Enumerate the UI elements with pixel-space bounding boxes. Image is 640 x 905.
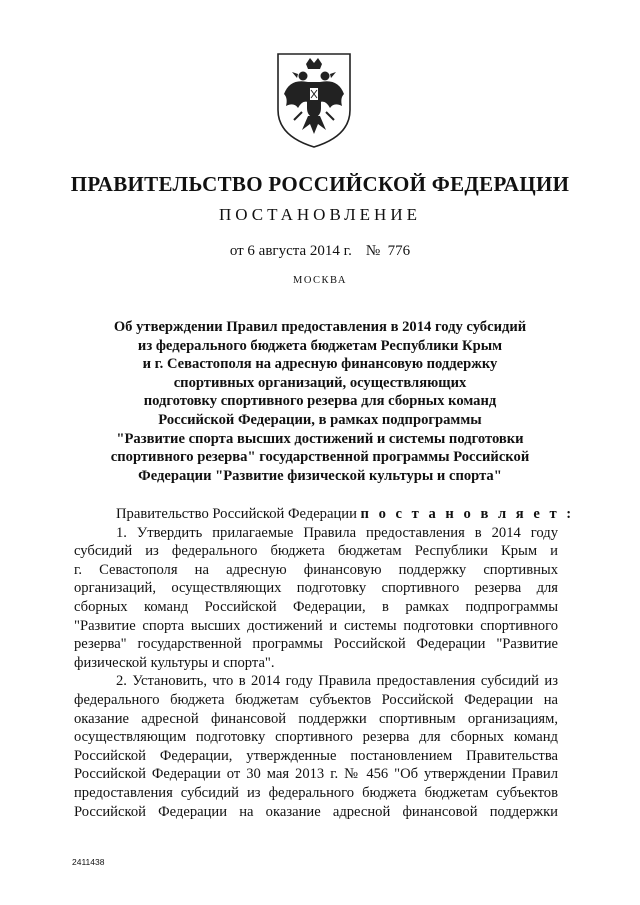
paragraph-2-line: Российской Федерации, утвержденные постановлением Правительства xyxy=(74,747,558,764)
paragraph-1-line: "Развитие спорта высших достижений и системы подготовки спортивного xyxy=(74,617,558,634)
government-title: ПРАВИТЕЛЬСТВО РОССИЙСКОЙ ФЕДЕРАЦИИ xyxy=(70,172,570,196)
heading-line: из федерального бюджета бюджетам Республики Крым xyxy=(137,337,503,354)
paragraph-1-line: субсидий из федерального бюджета бюджетам Республики Крым и xyxy=(74,543,558,560)
paragraph-2-line: предоставления субсидий из федерального бюджета бюджетам субъектов xyxy=(74,784,558,801)
paragraph-2-line: 2. Установить, что в 2014 году Правила предоставления субсидий из xyxy=(116,673,558,690)
heading-line: спортивных организаций, осуществляющих xyxy=(173,374,467,391)
intro-resolves: п о с т а н о в л я е т : xyxy=(360,506,575,522)
heading-line: подготовку спортивного резерва для сборных команд xyxy=(143,393,497,410)
paragraph-2-line: Российской Федерации на оказание адресной финансовой поддержки xyxy=(74,803,558,820)
heading-line: Российской Федерации, в рамках подпрограммы xyxy=(158,411,482,428)
document-code: 2411438 xyxy=(72,857,105,867)
paragraph-1-line: 1. Утвердить прилагаемые Правила предоставления в 2014 году xyxy=(116,524,558,541)
paragraph-2-line: федерального бюджета бюджетам субъектов Российской Федерации на xyxy=(74,691,558,708)
heading-line: и г. Севастополя на адресную финансовую поддержку xyxy=(142,356,498,373)
paragraph-1-line: организаций, осуществляющих подготовку спортивного резерва для xyxy=(74,580,558,597)
heading-line: Об утверждении Правил предоставления в 2014 году субсидий xyxy=(113,319,527,335)
paragraph-2-line: оказание адресной финансовой поддержки спортивным организациям, xyxy=(74,710,558,727)
number-sign: № xyxy=(365,243,381,259)
intro-line xyxy=(74,505,575,524)
intro-text: Правительство Российской Федерации xyxy=(116,506,357,522)
paragraph-1-line: г. Севастополя на адресную финансовую поддержку спортивных xyxy=(74,561,558,578)
heading-line: Федерации "Развитие физической культуры и спорта" xyxy=(138,467,502,484)
coat-of-arms-icon xyxy=(272,50,356,150)
document-city: МОСКВА xyxy=(293,275,347,286)
document-number: 776 xyxy=(387,243,411,259)
heading-line: спортивного резерва" государственной программы Российской xyxy=(110,449,530,466)
document-body xyxy=(74,505,575,821)
paragraph-2-line: Российской Федерации от 30 мая 2013 г. № 456 "Об утверждении Правил xyxy=(74,766,558,783)
document-type: ПОСТАНОВЛЕНИЕ xyxy=(218,205,421,224)
paragraph-1-line: сборных команд Российской Федерации, в рамках подпрограммы xyxy=(74,598,558,615)
paragraph-1-line: резерва" государственной программы Российской Федерации "Развитие xyxy=(74,636,558,653)
paragraph-1-line: физической культуры и спорта". xyxy=(74,654,275,671)
document-date: от 6 августа 2014 г. xyxy=(229,243,352,259)
heading-line: "Развитие спорта высших достижений и системы подготовки xyxy=(116,430,524,447)
paragraph-2-line: осуществляющим подготовку спортивного резерва для сборных команд xyxy=(74,729,558,746)
document-date-line xyxy=(0,243,640,260)
document-heading xyxy=(60,318,580,485)
